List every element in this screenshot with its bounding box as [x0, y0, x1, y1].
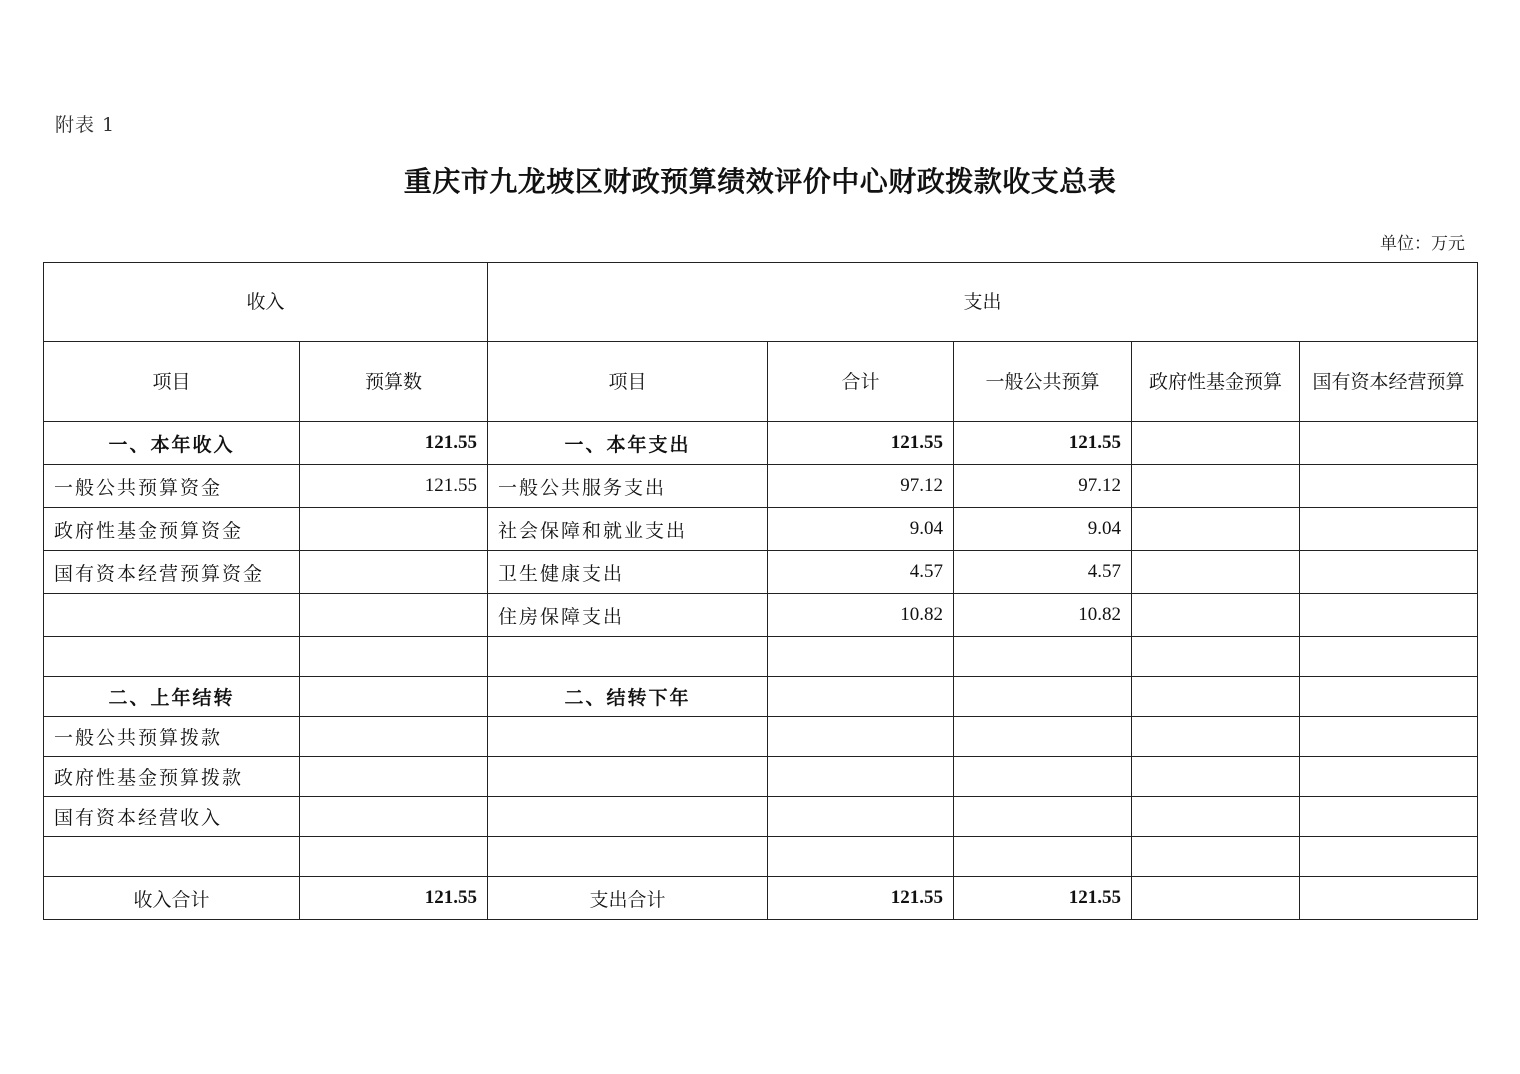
state-capital-cell	[1300, 594, 1478, 637]
state-capital-cell	[1300, 422, 1478, 465]
expense-total-label: 支出合计	[488, 877, 768, 920]
total-cell: 4.57	[768, 551, 954, 594]
income-item-cell	[44, 837, 300, 877]
general-cell: 10.82	[954, 594, 1132, 637]
income-budget-cell	[300, 637, 488, 677]
expense-item-cell: 一般公共服务支出	[488, 465, 768, 508]
state-capital-cell	[1300, 508, 1478, 551]
total-cell: 10.82	[768, 594, 954, 637]
table-row	[44, 465, 1478, 508]
gov-fund-cell	[1132, 594, 1300, 637]
income-budget-cell	[300, 757, 488, 797]
general-cell	[954, 797, 1132, 837]
col-state-capital-budget: 国有资本经营预算	[1300, 342, 1478, 422]
header-row-top	[44, 263, 1478, 342]
table-row	[44, 508, 1478, 551]
gov-fund-cell	[1132, 877, 1300, 920]
expense-item-cell	[488, 637, 768, 677]
table-row	[44, 551, 1478, 594]
table-row	[44, 757, 1478, 797]
budget-summary-table	[43, 262, 1478, 920]
income-item-cell: 政府性基金预算资金	[44, 508, 300, 551]
table-row	[44, 837, 1478, 877]
col-gov-fund-budget: 政府性基金预算	[1132, 342, 1300, 422]
gov-fund-cell	[1132, 551, 1300, 594]
gov-fund-cell	[1132, 465, 1300, 508]
total-cell: 121.55	[768, 422, 954, 465]
general-cell	[954, 677, 1132, 717]
appendix-label: 附表 1	[55, 114, 116, 136]
expense-item-cell: 住房保障支出	[488, 594, 768, 637]
expense-item-cell: 社会保障和就业支出	[488, 508, 768, 551]
total-cell: 121.55	[768, 877, 954, 920]
state-capital-cell	[1300, 757, 1478, 797]
table-row	[44, 717, 1478, 757]
table-row	[44, 637, 1478, 677]
gov-fund-cell	[1132, 422, 1300, 465]
general-cell: 4.57	[954, 551, 1132, 594]
gov-fund-cell	[1132, 757, 1300, 797]
income-budget-cell	[300, 594, 488, 637]
income-budget-cell	[300, 717, 488, 757]
col-total: 合计	[768, 342, 954, 422]
income-item-cell: 一、本年收入	[44, 422, 300, 465]
expense-item-cell	[488, 757, 768, 797]
state-capital-cell	[1300, 465, 1478, 508]
income-item-cell: 国有资本经营预算资金	[44, 551, 300, 594]
total-cell	[768, 677, 954, 717]
income-item-cell: 一般公共预算拨款	[44, 717, 300, 757]
gov-fund-cell	[1132, 637, 1300, 677]
expense-header: 支出	[488, 263, 1478, 342]
gov-fund-cell	[1132, 508, 1300, 551]
income-item-cell	[44, 594, 300, 637]
expense-item-cell: 二、结转下年	[488, 677, 768, 717]
state-capital-cell	[1300, 677, 1478, 717]
table-row	[44, 594, 1478, 637]
col-income-budget: 预算数	[300, 342, 488, 422]
gov-fund-cell	[1132, 717, 1300, 757]
state-capital-cell	[1300, 837, 1478, 877]
table-row	[44, 422, 1478, 465]
state-capital-cell	[1300, 637, 1478, 677]
income-budget-cell: 121.55	[300, 465, 488, 508]
totals-row	[44, 877, 1478, 920]
col-general-budget: 一般公共预算	[954, 342, 1132, 422]
state-capital-cell	[1300, 717, 1478, 757]
expense-item-cell	[488, 837, 768, 877]
general-cell	[954, 637, 1132, 677]
income-item-cell: 一般公共预算资金	[44, 465, 300, 508]
state-capital-cell	[1300, 797, 1478, 837]
gov-fund-cell	[1132, 837, 1300, 877]
table-row	[44, 677, 1478, 717]
expense-item-cell: 一、本年支出	[488, 422, 768, 465]
gov-fund-cell	[1132, 677, 1300, 717]
expense-item-cell	[488, 797, 768, 837]
income-budget-cell	[300, 508, 488, 551]
total-cell: 97.12	[768, 465, 954, 508]
income-item-cell: 国有资本经营收入	[44, 797, 300, 837]
total-cell	[768, 757, 954, 797]
income-budget-cell	[300, 837, 488, 877]
income-budget-cell: 121.55	[300, 422, 488, 465]
col-expense-item: 项目	[488, 342, 768, 422]
income-header: 收入	[44, 263, 488, 342]
income-item-cell	[44, 637, 300, 677]
general-cell	[954, 837, 1132, 877]
header-row-columns	[44, 342, 1478, 422]
income-total-label: 收入合计	[44, 877, 300, 920]
general-cell: 9.04	[954, 508, 1132, 551]
income-budget-cell	[300, 551, 488, 594]
gov-fund-cell	[1132, 797, 1300, 837]
unit-label: 单位：万元	[1380, 234, 1465, 254]
general-cell: 121.55	[954, 422, 1132, 465]
general-cell	[954, 717, 1132, 757]
general-cell: 121.55	[954, 877, 1132, 920]
income-budget-cell	[300, 797, 488, 837]
total-cell	[768, 797, 954, 837]
income-budget-cell	[300, 677, 488, 717]
income-item-cell: 二、上年结转	[44, 677, 300, 717]
total-cell: 9.04	[768, 508, 954, 551]
general-cell: 97.12	[954, 465, 1132, 508]
page-title: 重庆市九龙坡区财政预算绩效评价中心财政拨款收支总表	[403, 165, 1117, 198]
total-cell	[768, 637, 954, 677]
col-income-item: 项目	[44, 342, 300, 422]
income-total-value: 121.55	[300, 877, 488, 920]
total-cell	[768, 717, 954, 757]
income-item-cell: 政府性基金预算拨款	[44, 757, 300, 797]
table-row	[44, 797, 1478, 837]
general-cell	[954, 757, 1132, 797]
expense-item-cell	[488, 717, 768, 757]
state-capital-cell	[1300, 551, 1478, 594]
total-cell	[768, 837, 954, 877]
state-capital-cell	[1300, 877, 1478, 920]
expense-item-cell: 卫生健康支出	[488, 551, 768, 594]
